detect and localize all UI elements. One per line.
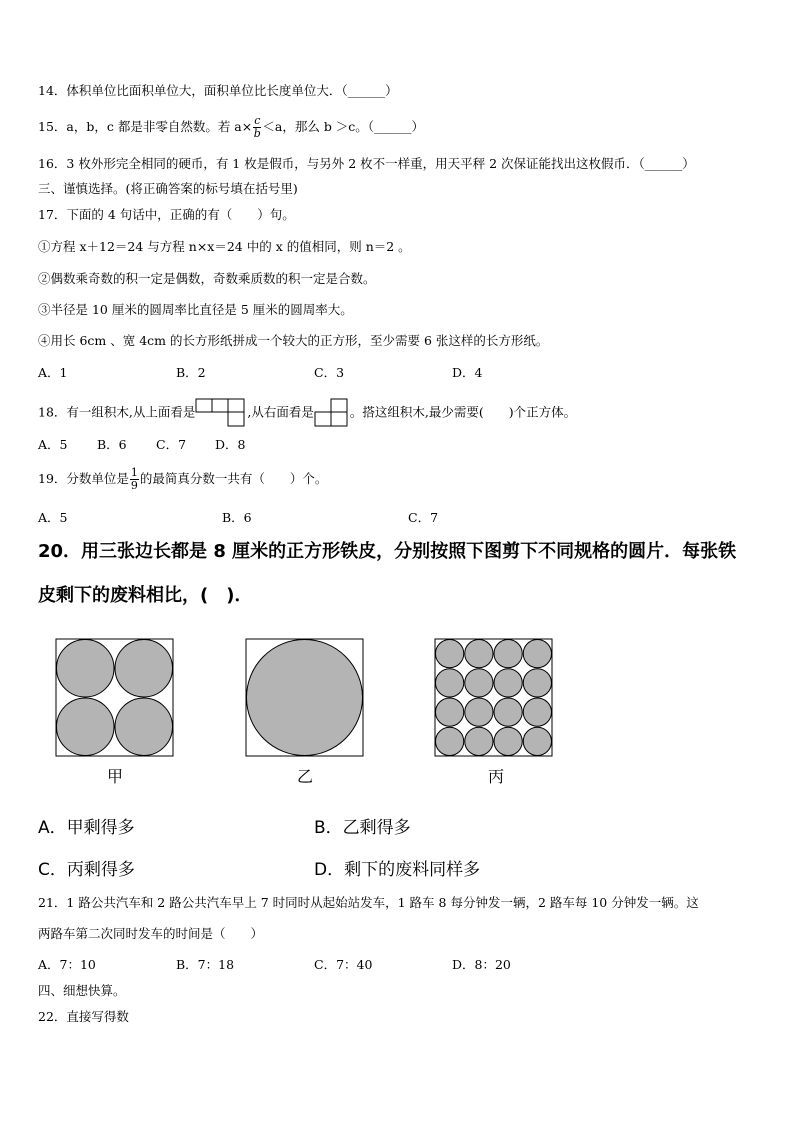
section-4-heading: 四、细想快算。 xyxy=(38,983,126,998)
circle-bing xyxy=(436,698,464,726)
q18-option-a: A．5 xyxy=(38,437,68,452)
caption-yi: 乙 xyxy=(297,767,314,786)
circle-bing xyxy=(494,727,522,755)
q18-option-b: B．6 xyxy=(97,437,127,452)
q19-option-b: B．6 xyxy=(222,510,252,525)
circle-jia xyxy=(115,698,173,756)
q21-option-c: C．7：40 xyxy=(314,957,373,972)
circle-bing xyxy=(465,640,493,668)
circle-bing xyxy=(494,669,522,697)
fraction-one-ninth xyxy=(130,467,139,492)
top-view-icon xyxy=(195,398,247,428)
q15-pre: 15．a，b，c 都是非零自然数。若 a× xyxy=(38,119,253,134)
question-16: 16．3 枚外形完全相同的硬币，有 1 枚是假币，与另外 2 枚不一样重，用天平秤 2 次保证能找出这枚假币．（______） xyxy=(38,156,695,171)
question-19 xyxy=(38,467,327,492)
circle-jia xyxy=(57,698,115,756)
figure-jia xyxy=(55,638,175,758)
circle-bing xyxy=(494,698,522,726)
q18-pre: 18．有一组积木,从上面看是 xyxy=(38,404,196,420)
circle-bing xyxy=(465,727,493,755)
question-17-statement-3: ③半径是 10 厘米的圆周率比直径是 5 厘米的圆周率大。 xyxy=(38,302,353,317)
q20-option-d: D．剩下的废料同样多 xyxy=(314,860,481,880)
q18-option-d: D．8 xyxy=(215,437,246,452)
q15-numerator: c xyxy=(254,114,261,127)
q18-post: 。搭这组积木,最少需要( )个正方体。 xyxy=(349,404,577,420)
circle-jia xyxy=(115,640,173,698)
q18-option-c: C．7 xyxy=(156,437,187,452)
q21-option-b: B．7：18 xyxy=(176,957,235,972)
fraction-c-over-b xyxy=(253,115,261,140)
q15-denominator: b xyxy=(253,127,261,140)
circle-bing xyxy=(523,698,551,726)
q15-post: ＜a，那么 b ＞c。（______） xyxy=(262,119,425,134)
q19-pre: 19．分数单位是 xyxy=(38,471,129,486)
question-17-statement-1: ①方程 x＋12＝24 与方程 n×x＝24 中的 x 的值相同，则 n＝2 。 xyxy=(38,239,411,254)
q19-option-c: C．7 xyxy=(408,510,439,525)
section-3-heading: 三、谨慎选择。(将正确答案的标号填在括号里) xyxy=(38,181,298,196)
circle-bing xyxy=(523,727,551,755)
q17-option-d: D．4 xyxy=(452,365,483,380)
q20-option-a: A．甲剩得多 xyxy=(38,818,135,838)
q18-mid: ,从右面看是 xyxy=(247,404,314,420)
q19-numerator: 1 xyxy=(130,466,138,479)
right-view-icon xyxy=(314,398,350,428)
circle-bing xyxy=(436,640,464,668)
q17-option-b: B．2 xyxy=(176,365,206,380)
q20-option-c: C．丙剩得多 xyxy=(38,860,135,880)
q17-option-a: A．1 xyxy=(38,365,68,380)
question-22: 22．直接写得数 xyxy=(38,1009,129,1024)
circle-bing xyxy=(465,698,493,726)
q19-option-a: A．5 xyxy=(38,510,68,525)
figure-bing xyxy=(434,638,554,758)
circle-bing xyxy=(494,640,522,668)
question-14: 14．体积单位比面积单位大，面积单位比长度单位大．（______） xyxy=(38,83,398,98)
caption-jia: 甲 xyxy=(107,767,124,786)
question-17-stem: 17．下面的 4 句话中，正确的有（ ）句。 xyxy=(38,207,295,222)
question-17-statement-2: ②偶数乘奇数的积一定是偶数，奇数乘质数的积一定是合数。 xyxy=(38,271,376,286)
question-20-line-2: 皮剩下的废料相比，( )． xyxy=(38,585,253,606)
question-15 xyxy=(38,115,424,140)
circle-bing xyxy=(523,640,551,668)
question-18 xyxy=(38,398,576,428)
caption-bing: 丙 xyxy=(488,767,505,786)
figure-yi xyxy=(245,638,365,758)
circle-bing xyxy=(523,669,551,697)
q19-denominator: 9 xyxy=(130,479,138,492)
q20-option-b: B．乙剩得多 xyxy=(314,818,411,838)
circle-bing xyxy=(436,669,464,697)
q19-post: 的最简真分数一共有（ ）个。 xyxy=(139,471,328,486)
question-17-statement-4: ④用长 6cm 、宽 4cm 的长方形纸拼成一个较大的正方形，至少需要 6 张这样的长方形纸。 xyxy=(38,333,549,348)
q17-option-c: C．3 xyxy=(314,365,345,380)
q21-option-a: A．7：10 xyxy=(38,957,96,972)
question-21-line-2: 两路车第二次同时发车的时间是（ ） xyxy=(38,926,264,941)
question-21-line-1: 21．1 路公共汽车和 2 路公共汽车早上 7 时同时从起始站发车，1 路车 8 每分钟发一辆，2 路车每 10 分钟发一辆。这 xyxy=(38,895,699,910)
circle-yi xyxy=(247,640,363,756)
question-20-line-1: 20．用三张边长都是 8 厘米的正方形铁皮，分别按照下图剪下不同规格的圆片．每张铁 xyxy=(38,541,737,562)
circle-jia xyxy=(57,640,115,698)
circle-bing xyxy=(436,727,464,755)
q21-option-d: D．8：20 xyxy=(452,957,511,972)
circle-bing xyxy=(465,669,493,697)
